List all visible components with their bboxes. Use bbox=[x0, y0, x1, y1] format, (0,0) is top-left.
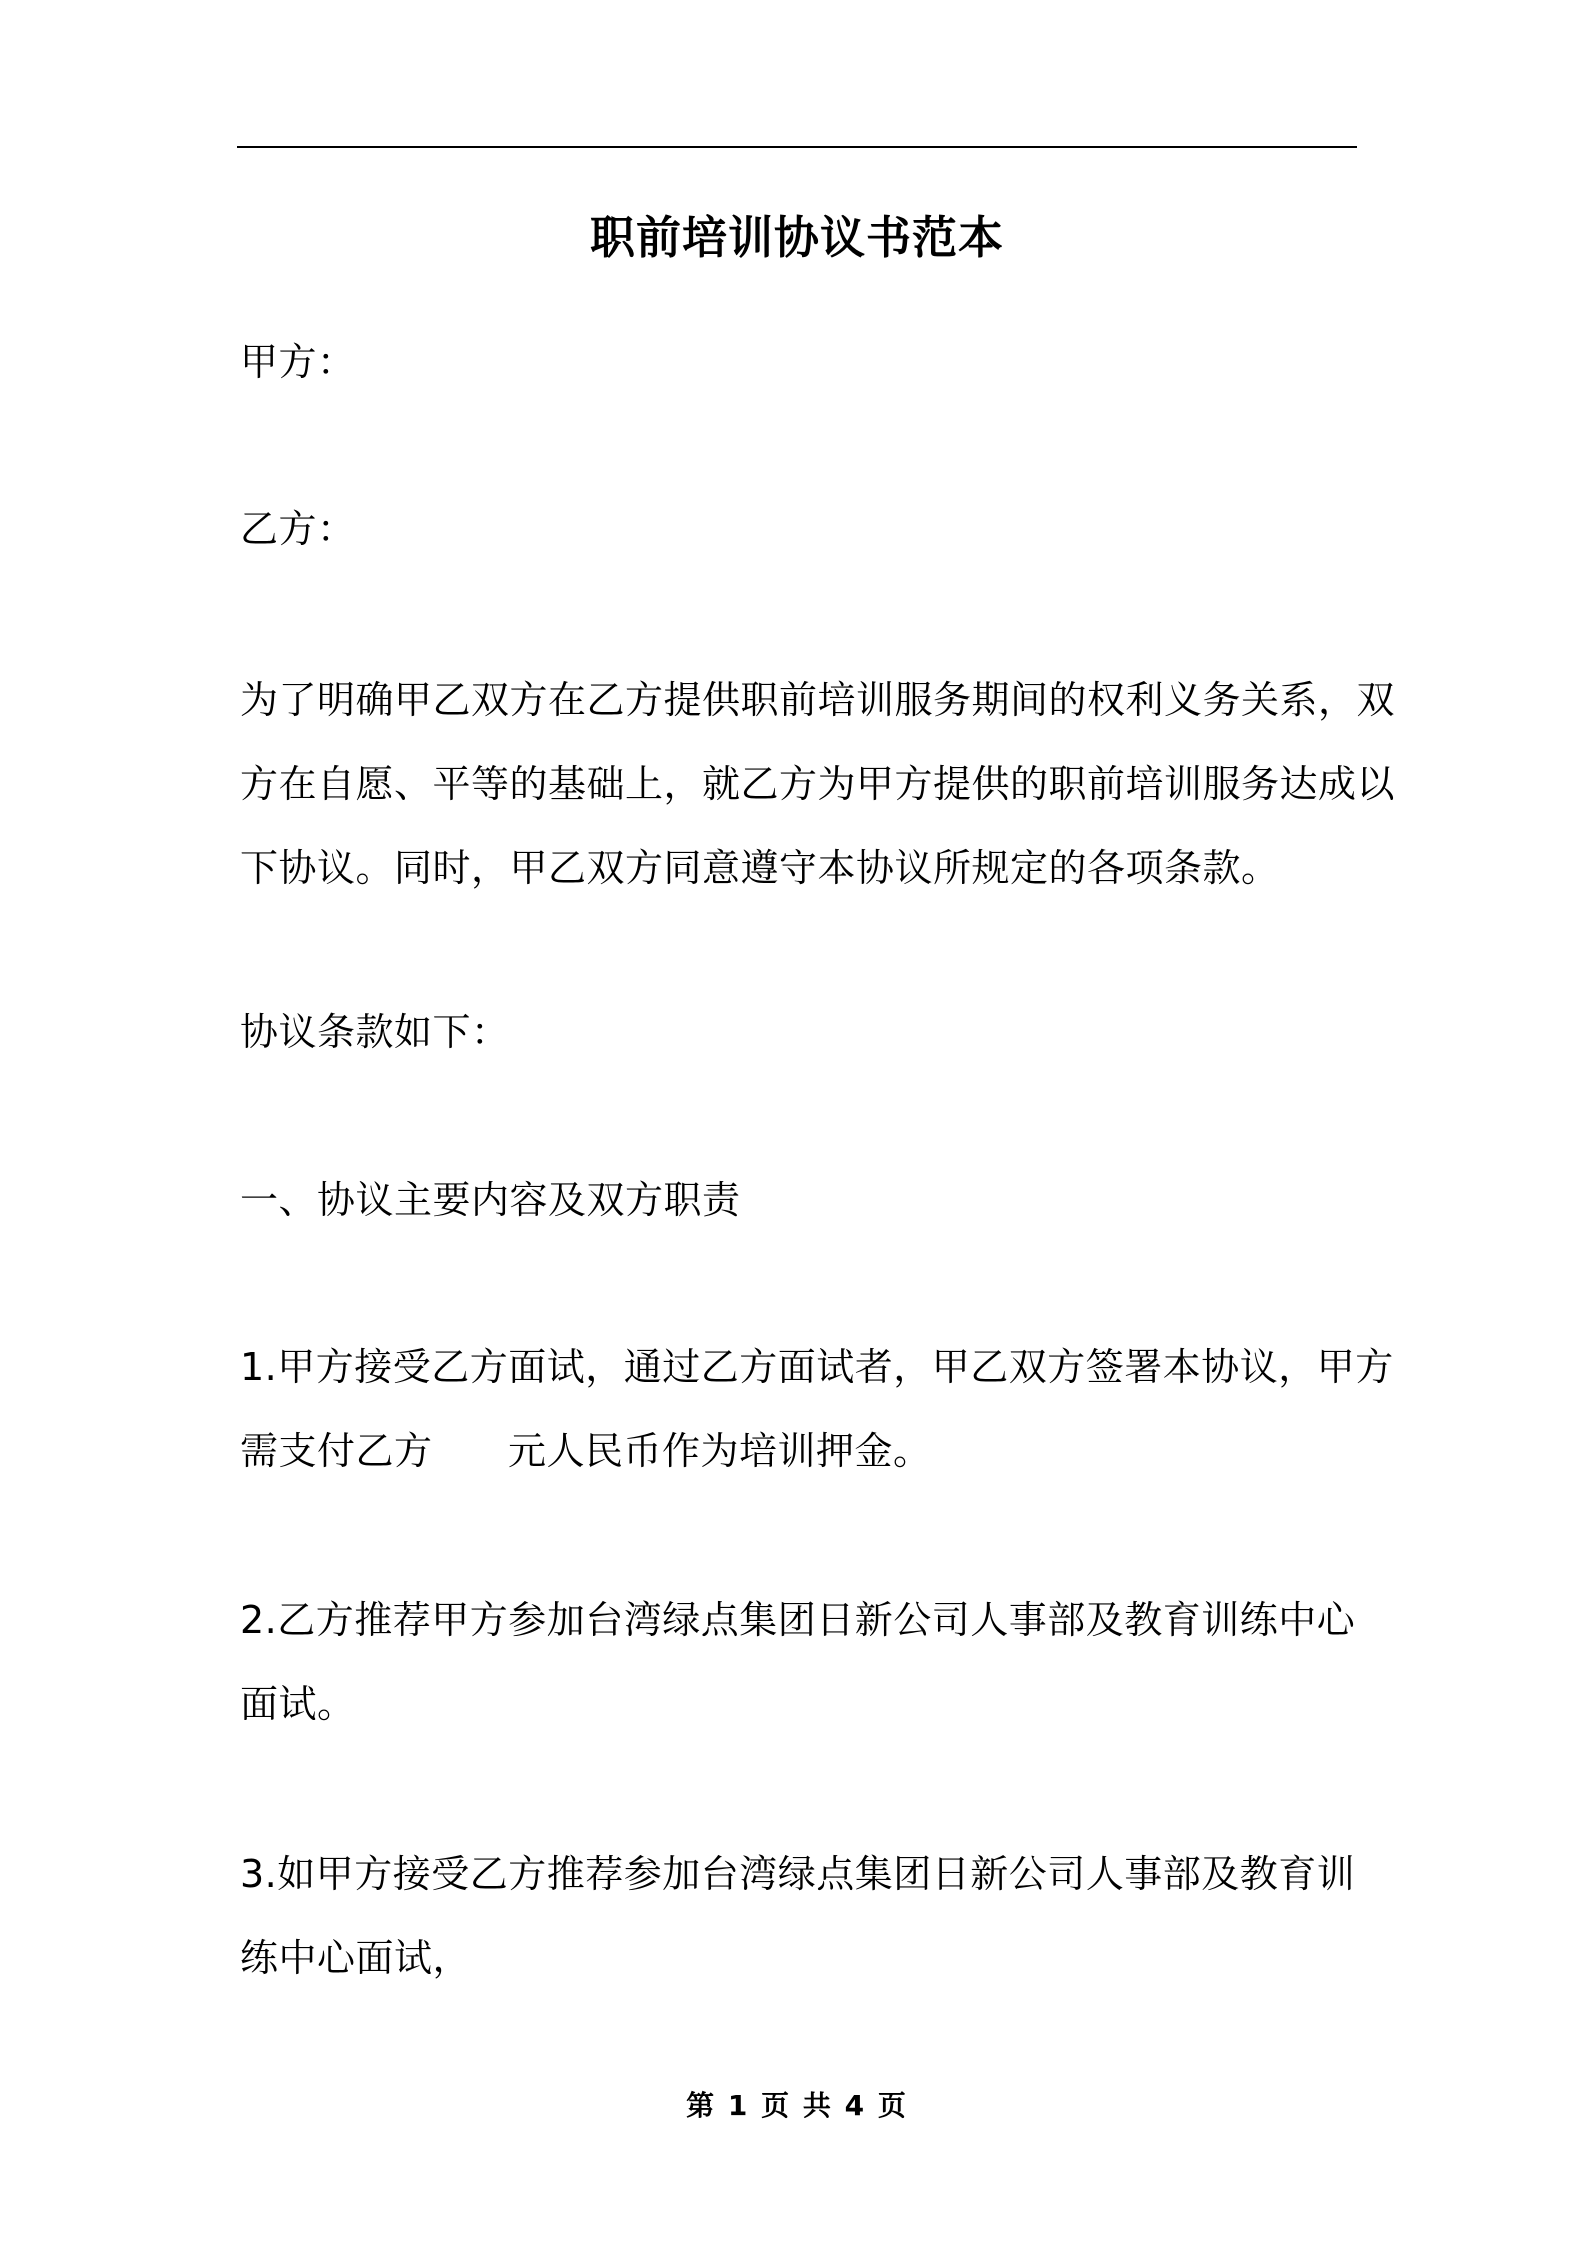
document-title: 职前培训协议书范本 bbox=[589, 211, 1004, 264]
clause-3-line-1: 3.如甲方接受乙方推荐参加台湾绿点集团日新公司人事部及教育训 bbox=[240, 1852, 1356, 1896]
section-1-heading bbox=[240, 1158, 1360, 1242]
party-a-line bbox=[240, 320, 1360, 404]
intro-line-1: 为了明确甲乙双方在乙方提供职前培训服务期间的权利义务关系，双 bbox=[240, 678, 1396, 722]
terms-heading bbox=[240, 990, 1360, 1074]
section-1-heading-text: 一、协议主要内容及双方职责 bbox=[240, 1178, 741, 1222]
party-b-line bbox=[240, 487, 1360, 571]
clause-3-line-2: 练中心面试， bbox=[240, 1936, 472, 1980]
intro-line-3: 下协议。同时，甲乙双方同意遵守本协议所规定的各项条款。 bbox=[240, 846, 1280, 890]
header-rule bbox=[237, 146, 1357, 148]
clause-2-line-1: 2.乙方推荐甲方参加台湾绿点集团日新公司人事部及教育训练中心 bbox=[240, 1598, 1356, 1642]
page-number-footer: 第 1 页 共 4 页 bbox=[686, 2089, 908, 2122]
clause-1 bbox=[240, 1325, 1394, 1493]
clause-3 bbox=[240, 1832, 1360, 2000]
clause-2 bbox=[240, 1578, 1360, 1746]
clause-2-line-2: 面试。 bbox=[240, 1682, 356, 1726]
intro-line-2: 方在自愿、平等的基础上，就乙方为甲方提供的职前培训服务达成以 bbox=[240, 762, 1396, 806]
clause-1-line-1: 1.甲方接受乙方面试，通过乙方面试者，甲乙双方签署本协议，甲方 bbox=[240, 1345, 1394, 1389]
intro-paragraph bbox=[240, 658, 1396, 910]
party-b-label: 乙方： bbox=[240, 507, 356, 551]
party-a-label: 甲方： bbox=[240, 340, 356, 384]
terms-heading-text: 协议条款如下： bbox=[240, 1010, 510, 1054]
clause-1-line-2: 需支付乙方 元人民币作为培训押金。 bbox=[240, 1429, 932, 1473]
